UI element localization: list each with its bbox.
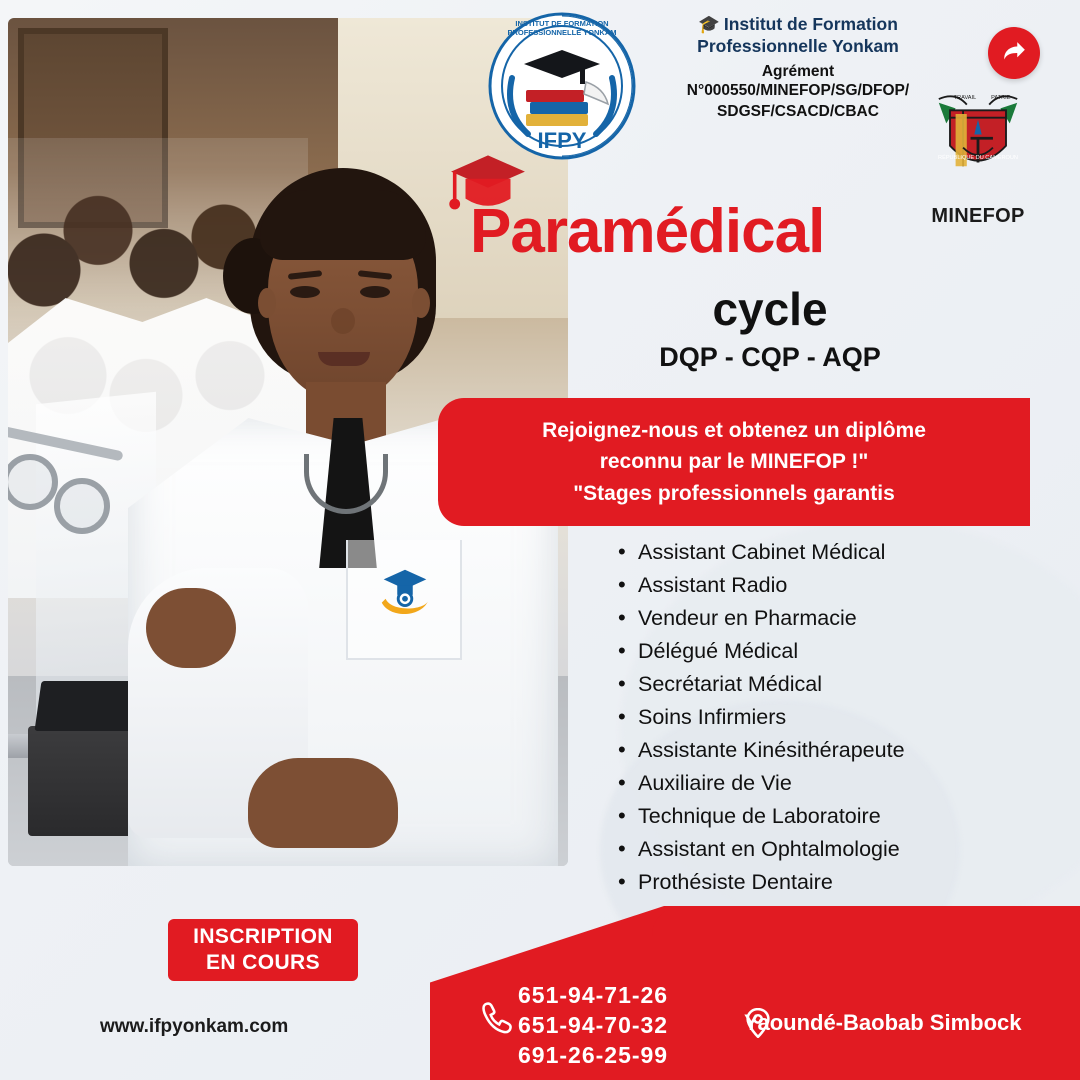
promo-line-2: reconnu par le MINEFOP !"	[599, 450, 869, 474]
eye-right	[360, 286, 390, 298]
agrement-label: Agrément	[761, 62, 835, 80]
promo-line-1: Rejoignez-nous et obtenez un diplôme	[542, 418, 926, 442]
phone-number: 691-26-25-99	[518, 1042, 669, 1068]
website-url[interactable]: www.ifpyonkam.com	[100, 1016, 289, 1037]
hand-right	[248, 758, 398, 848]
list-item: • Vendeur en Pharmacie	[612, 602, 1052, 635]
ear-right	[412, 288, 430, 318]
list-item: • Secrétariat Médical	[612, 668, 1052, 701]
list-item: • Prothésiste Dentaire	[612, 866, 1052, 899]
hairline	[260, 190, 426, 260]
agrement-number-line-1: N°000550/MINEFOP/SG/DFOP/	[686, 81, 910, 99]
cameroon-coat-of-arms-icon	[920, 86, 1036, 198]
list-item: • Technique de Laboratoire	[612, 800, 1052, 833]
phone-number: 651-94-70-32	[518, 1012, 669, 1038]
list-item: • Assistante Kinésithérapeute	[612, 734, 1052, 767]
ifpy-logo	[482, 8, 642, 168]
phone-number: 651-94-71-26	[518, 982, 669, 1008]
svg-text:IFPY: IFPY	[537, 128, 587, 153]
list-item: • Délégué Médical	[612, 635, 1052, 668]
phone-icon	[478, 1000, 512, 1034]
minefop-label: MINEFOP	[931, 205, 1025, 227]
inscription-line-1: INSCRIPTION	[193, 924, 333, 948]
svg-text:PATRIE: PATRIE	[991, 95, 1011, 102]
page-subtitle: cycle	[712, 283, 828, 335]
svg-text:PROFESSIONNELLE YONKAM: PROFESSIONNELLE YONKAM	[507, 28, 617, 37]
agrement-number-line-2: SDGSF/CSACD/CBAC	[717, 102, 879, 120]
inscription-line-2: EN COURS	[205, 951, 321, 974]
nose	[331, 308, 355, 334]
list-item: • Auxiliaire de Vie	[612, 767, 1052, 800]
list-item: • Soins Infirmiers	[612, 701, 1052, 734]
course-list	[612, 536, 1052, 899]
small-cap-icon: 🎓	[698, 14, 720, 34]
header-text-block	[648, 14, 948, 123]
hand-left	[146, 588, 236, 668]
list-item: • Assistant en Ophtalmologie	[612, 833, 1052, 866]
institute-line-1: Institut de Formation	[723, 14, 898, 34]
svg-text:TRAVAIL: TRAVAIL	[953, 95, 977, 102]
cycle-codes: DQP - CQP - AQP	[659, 342, 881, 372]
ifpy-badge-icon	[374, 560, 436, 622]
mouth	[318, 352, 370, 366]
list-item: • Assistant Cabinet Médical	[612, 536, 1052, 569]
institute-line-2: Professionnelle Yonkam	[697, 35, 899, 56]
share-arrow-icon	[1001, 40, 1027, 66]
trial-frame-icon	[8, 428, 138, 548]
svg-text:RÉPUBLIQUE DU CAMEROUN: RÉPUBLIQUE DU CAMEROUN	[938, 154, 1018, 161]
ear-left	[258, 288, 276, 318]
eye-left	[290, 286, 320, 298]
svg-text:INSTITUT DE FORMATION: INSTITUT DE FORMATION	[515, 19, 609, 28]
phone-numbers	[518, 980, 668, 1070]
page-title: Paramédical	[470, 197, 825, 266]
promo-line-3: "Stages professionnels garantis	[573, 481, 895, 505]
promo-banner	[438, 398, 1030, 526]
list-item: • Assistant Radio	[612, 569, 1052, 602]
share-button[interactable]	[988, 27, 1040, 79]
location-text: Yaoundé-Baobab Simbock	[744, 1010, 1022, 1035]
inscription-badge	[168, 919, 358, 981]
